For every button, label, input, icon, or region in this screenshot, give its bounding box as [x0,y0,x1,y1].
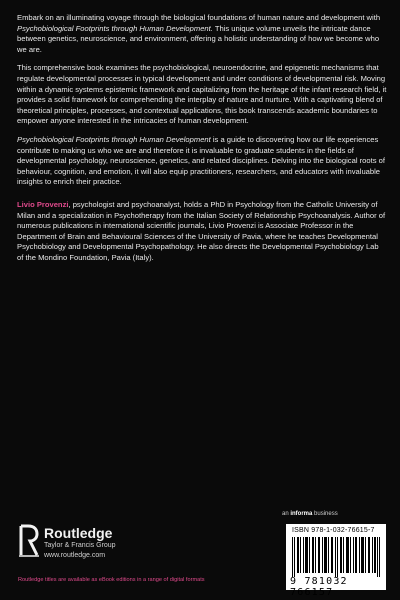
book-title-italic: Psychobiological Footprints through Human Development. [17,23,213,33]
description-paragraph-2: This comprehensive book examines the psychobiological, neuroendocrine, and epigenetic mechanisms that regulate developmental processes in typical development and under conditions of developmental risk. Moving within a dynamic systems epistemic framework and capitalizing from the heritage of the infant research field, it provides a solid framework for comprehending the interplay of nature and nurture. With a captivating blend of theoretical principles, processes, and contextual applications, this book transcends academic boundaries to empower anyone interested in the intricacies of human development. [17,63,387,126]
publisher-group: Taylor & Francis Group [44,542,116,549]
author-bio [17,200,387,264]
routledge-logo-icon [18,524,40,558]
author-name: Livio Provenzi [17,199,69,209]
isbn-digits: 9 781032 766157 [290,576,348,598]
publisher-url[interactable]: www.routledge.com [44,552,106,559]
description-paragraph-1 [17,13,387,55]
author-bio-text: , psychologist and psychoanalyst, holds a PhD in Psychology from the Catholic University of Milan and a specialization in Psychotherapy from the Italian Society of Relationship Psychoanalysis. Author of numerous publications in international scientific journals, Livio Provenzi is Associate Professor in the Department of Brain and Behavioural Sciences of the University of Pavia, where he teaches Developmental Psychobiology and Developmental Psychopathology. He also directs the Developmental Psychobiology Lab of the Mondino Foundation, Pavia (Italy). [17,199,386,262]
informa-prefix: an [282,511,291,517]
publisher-name: Routledge [44,525,113,541]
back-cover-copy [17,13,387,271]
description-paragraph-3 [17,135,387,188]
book-title-italic: Psychobiological Footprints through Human Development [17,134,211,144]
publisher-block [18,521,218,563]
description-text: Embark on an illuminating voyage through the biological foundations of human nature and development with [17,13,381,22]
description-text: is a guide to discovering how our life experiences contribute to making us who we are and therefore it is invaluable to graduate students in the fields of developmental psychology, neuroscience, genetics, and related disciplines. Delving into the biological roots of behaviour, cognition, and emotion, it will also equip practitioners, researchers, and educators with invaluable insights to enrich their practice. [17,134,385,187]
informa-business-note [282,511,338,517]
isbn-label: ISBN 978-1-032-76615-7 [292,527,375,534]
description-text: This unique volume unveils the intricate dance between genetics, neuroscience, and environment, offering a holistic understanding of how we become who we are. [17,23,380,54]
ebook-availability-note: Routledge titles are available as eBook editions in a range of digital formats [18,577,205,583]
informa-suffix: business [312,511,338,517]
isbn-barcode [286,524,386,598]
barcode-icon [292,537,380,577]
informa-brand: informa [290,511,313,517]
